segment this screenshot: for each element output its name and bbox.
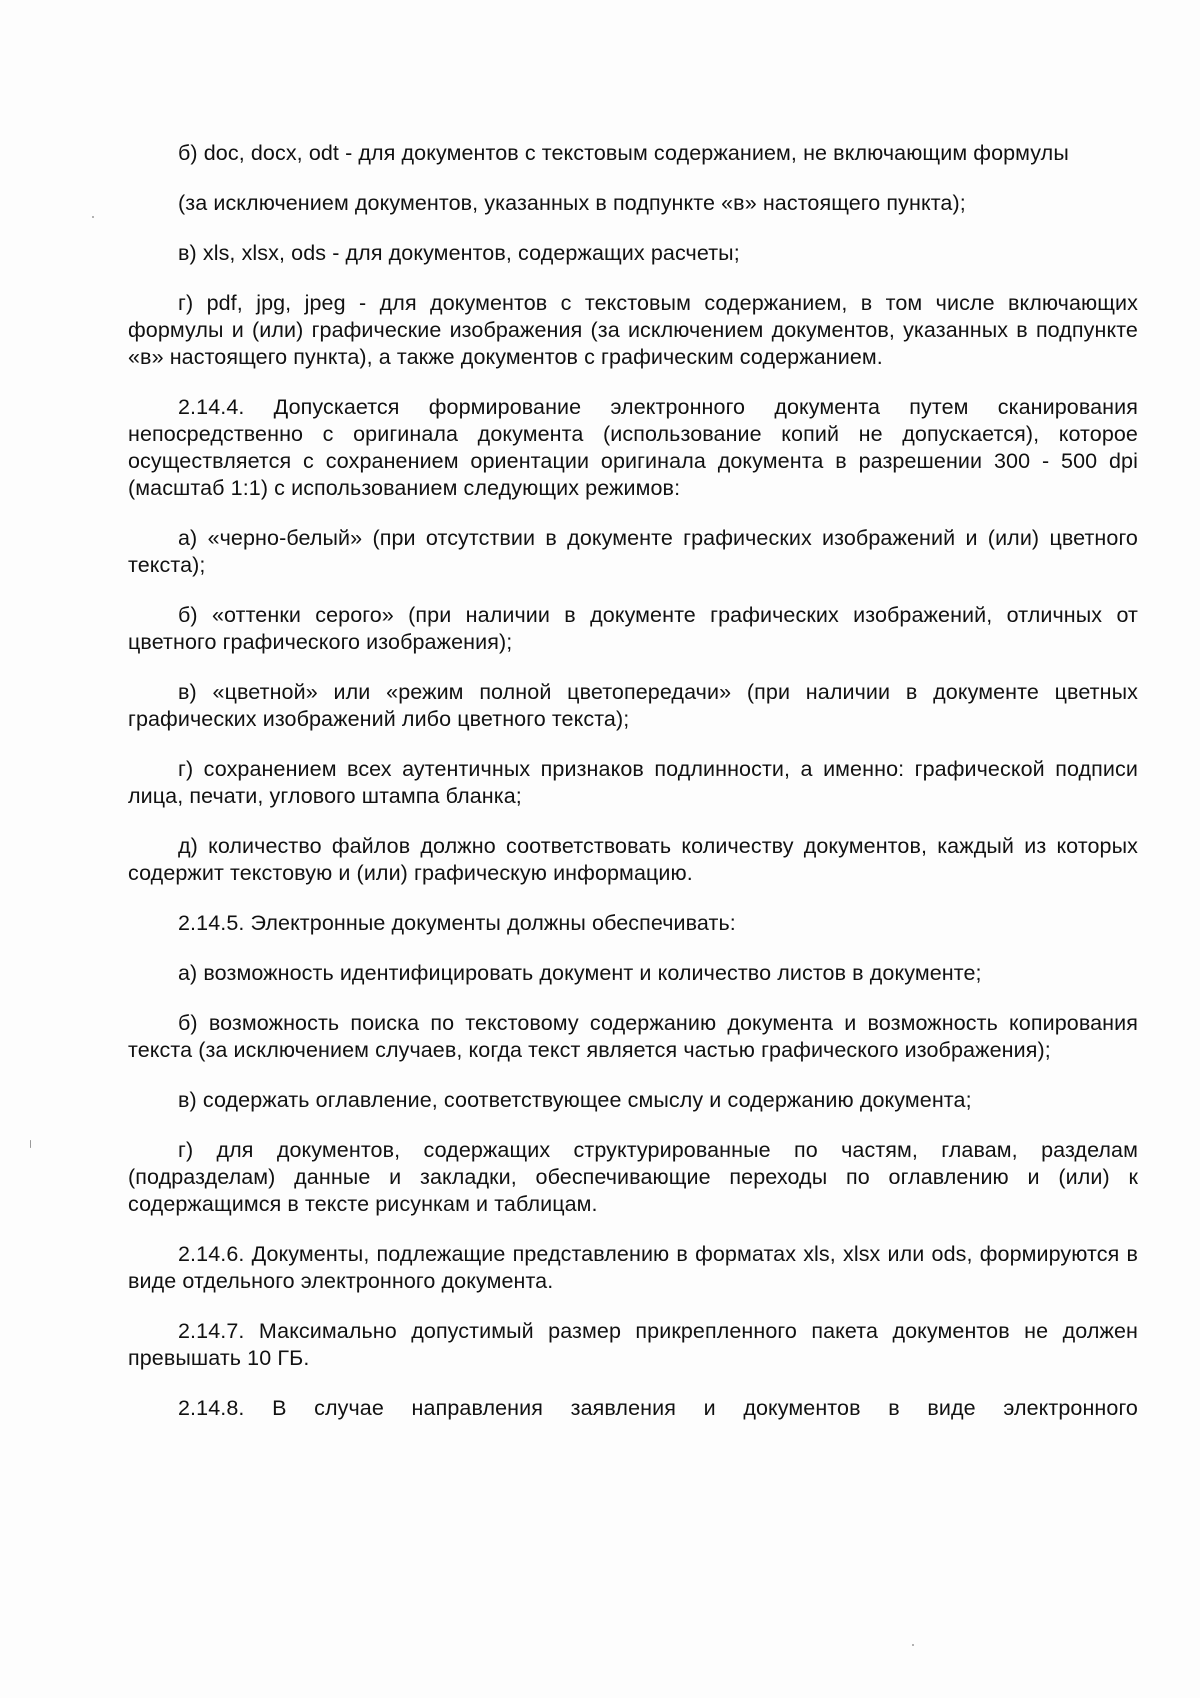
scan-speck (912, 1644, 914, 1646)
paragraph-authenticity-features: г) сохранением всех аутентичных признаков подлинности, а именно: графической подписи лица, печати, углового штампа бланка; (128, 757, 1138, 808)
paragraph-v-spreadsheet-formats: в) xls, xlsx, ods - для документов, содержащих расчеты; (178, 241, 740, 265)
paragraph-2-14-7: 2.14.7. Максимально допустимый размер прикрепленного пакета документов не должен превышать 10 ГБ. (128, 1319, 1138, 1370)
paragraph-file-count: д) количество файлов должно соответствовать количеству документов, каждый из которых содержит текстовую и (или) графическую информацию. (128, 834, 1138, 885)
paragraph-2-14-5: 2.14.5. Электронные документы должны обеспечивать: (178, 911, 736, 935)
paragraph-identify-document: а) возможность идентифицировать документ и количество листов в документе; (178, 961, 982, 985)
paragraph-exception-note: (за исключением документов, указанных в подпункте «в» настоящего пункта); (178, 191, 966, 215)
paragraph-bookmarks: г) для документов, содержащих структурированные по частям, главам, разделам (подразделам) данные и закладки, обеспечивающие переходы по оглавлению и (или) к содержащимся в тексте рисункам и таблицам. (128, 1138, 1138, 1216)
paragraph-2-14-6: 2.14.6. Документы, подлежащие представлению в форматах xls, xlsx или ods, формируются в виде отдельного электронного документа. (128, 1242, 1138, 1293)
paragraph-table-of-contents: в) содержать оглавление, соответствующее смыслу и содержанию документа; (178, 1088, 972, 1112)
scan-speck (92, 216, 94, 218)
paragraph-2-14-4: 2.14.4. Допускается формирование электронного документа путем сканирования непосредственно с оригинала документа (использование копий не допускается), которое осуществляется с сохранением ориентации оригинала документа в разрешении 300 - 500 dpi (масштаб 1:1) с использованием следующих режимов: (128, 395, 1138, 500)
paragraph-g-image-formats: г) pdf, jpg, jpeg - для документов с текстовым содержанием, в том числе включающих формулы и (или) графические изображения (за исключением документов, указанных в подпункте «в» настоящего пункта), а также документов с графическим содержанием. (128, 291, 1138, 369)
paragraph-mode-grayscale: б) «оттенки серого» (при наличии в документе графических изображений, отличных от цветного графического изображения); (128, 603, 1138, 654)
paragraph-2-14-8: 2.14.8. В случае направления заявления и документов в виде электронного (178, 1396, 1138, 1420)
scan-speck (30, 1140, 31, 1148)
paragraph-search-copy: б) возможность поиска по текстовому содержанию документа и возможность копирования текста (за исключением случаев, когда текст является частью графического изображения); (128, 1011, 1138, 1062)
paragraph-mode-color: в) «цветной» или «режим полной цветопередачи» (при наличии в документе цветных графических изображений либо цветного текста); (128, 680, 1138, 731)
paragraph-mode-black-white: а) «черно-белый» (при отсутствии в документе графических изображений и (или) цветного текста); (128, 526, 1138, 577)
paragraph-b-doc-formats: б) doc, docx, odt - для документов с текстовым содержанием, не включающим формулы (178, 141, 1069, 165)
document-body (128, 140, 1138, 1445)
